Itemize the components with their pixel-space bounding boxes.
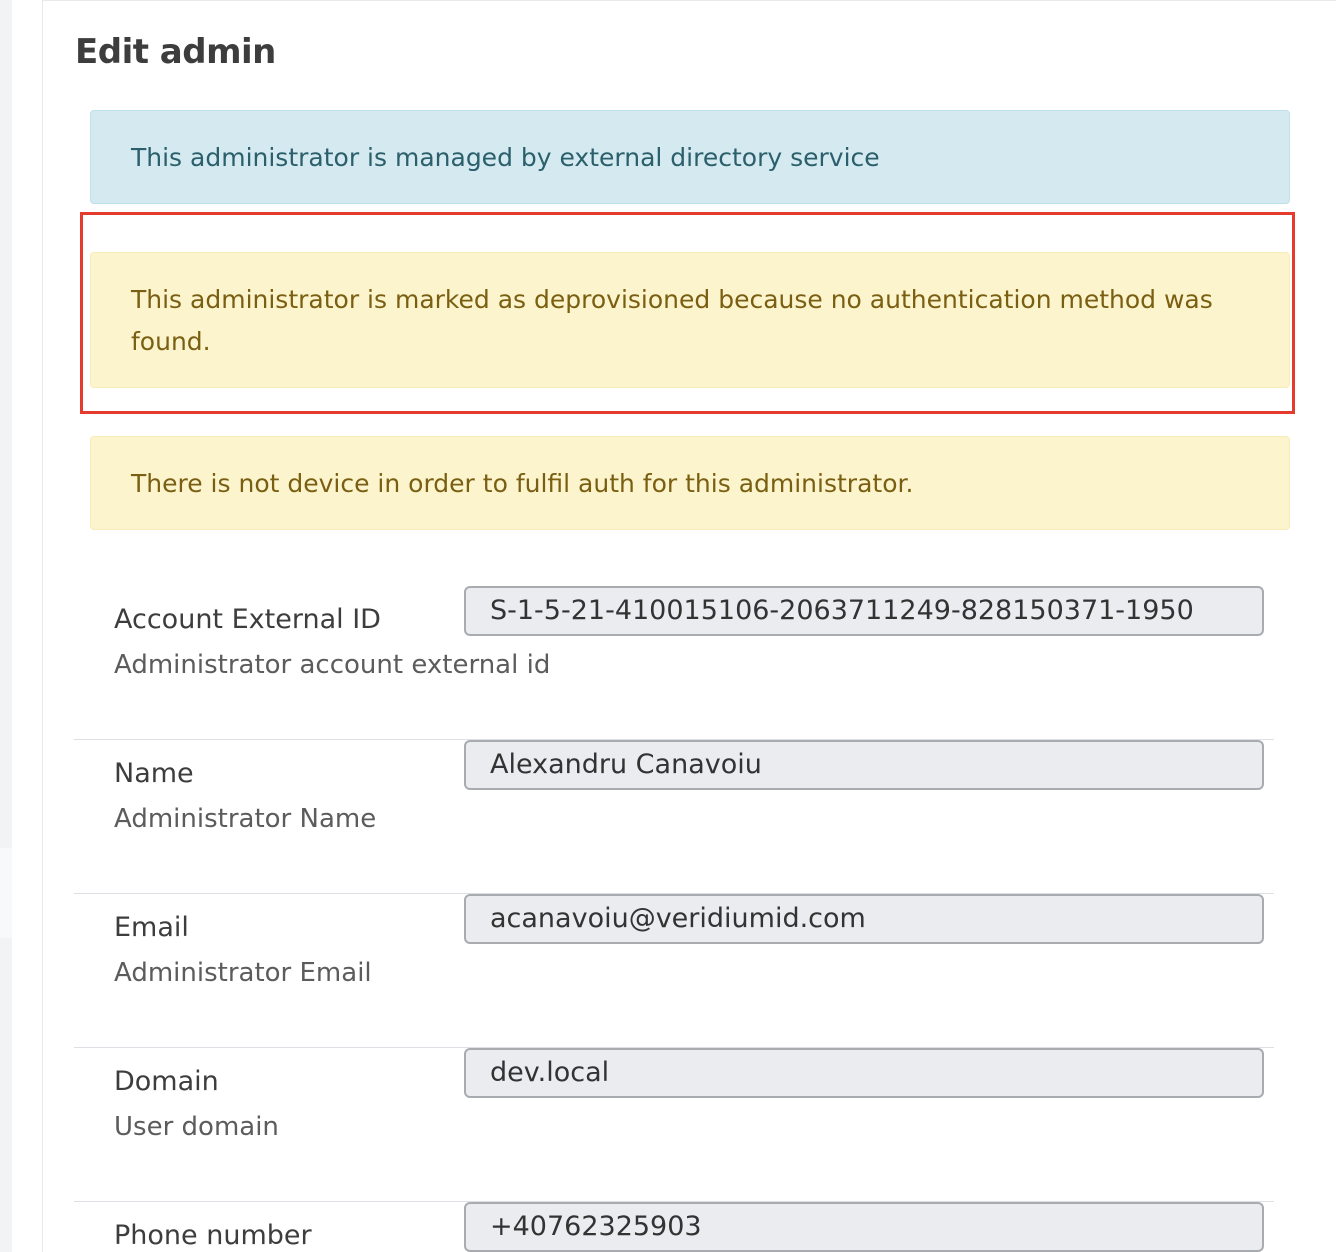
field-label-email: Email <box>114 912 189 943</box>
deprovisioned-warning-alert: This administrator is marked as deprovisioned because no authentication method was found. <box>90 252 1290 388</box>
field-row-phone-number <box>74 1202 1274 1252</box>
field-help-domain: User domain <box>114 1112 279 1142</box>
field-label-domain: Domain <box>114 1066 219 1097</box>
field-row-name <box>74 740 1274 894</box>
field-help-email: Administrator Email <box>114 958 372 988</box>
info-alert: This administrator is managed by external directory service <box>90 110 1290 204</box>
field-label-phone-number: Phone number <box>114 1220 312 1251</box>
field-row-domain <box>74 1048 1274 1202</box>
no-device-warning-alert: There is not device in order to fulfil auth for this administrator. <box>90 436 1290 530</box>
account-external-id-input[interactable]: S-1-5-21-410015106-2063711249-828150371-1950 <box>464 586 1264 636</box>
field-help-name: Administrator Name <box>114 804 377 834</box>
page-gutter <box>12 0 42 1252</box>
phone-number-input[interactable]: +40762325903 <box>464 1202 1264 1252</box>
field-row-email <box>74 894 1274 1048</box>
sidebar-edge-highlight <box>0 848 12 938</box>
sidebar-edge <box>0 0 12 1252</box>
field-help-account-external-id: Administrator account external id <box>114 650 551 680</box>
domain-input[interactable]: dev.local <box>464 1048 1264 1098</box>
field-label-name: Name <box>114 758 194 789</box>
page-title: Edit admin <box>75 32 276 72</box>
email-input[interactable]: acanavoiu@veridiumid.com <box>464 894 1264 944</box>
field-row-account-external-id <box>74 586 1274 740</box>
name-input[interactable]: Alexandru Canavoiu <box>464 740 1264 790</box>
field-label-account-external-id: Account External ID <box>114 604 381 635</box>
